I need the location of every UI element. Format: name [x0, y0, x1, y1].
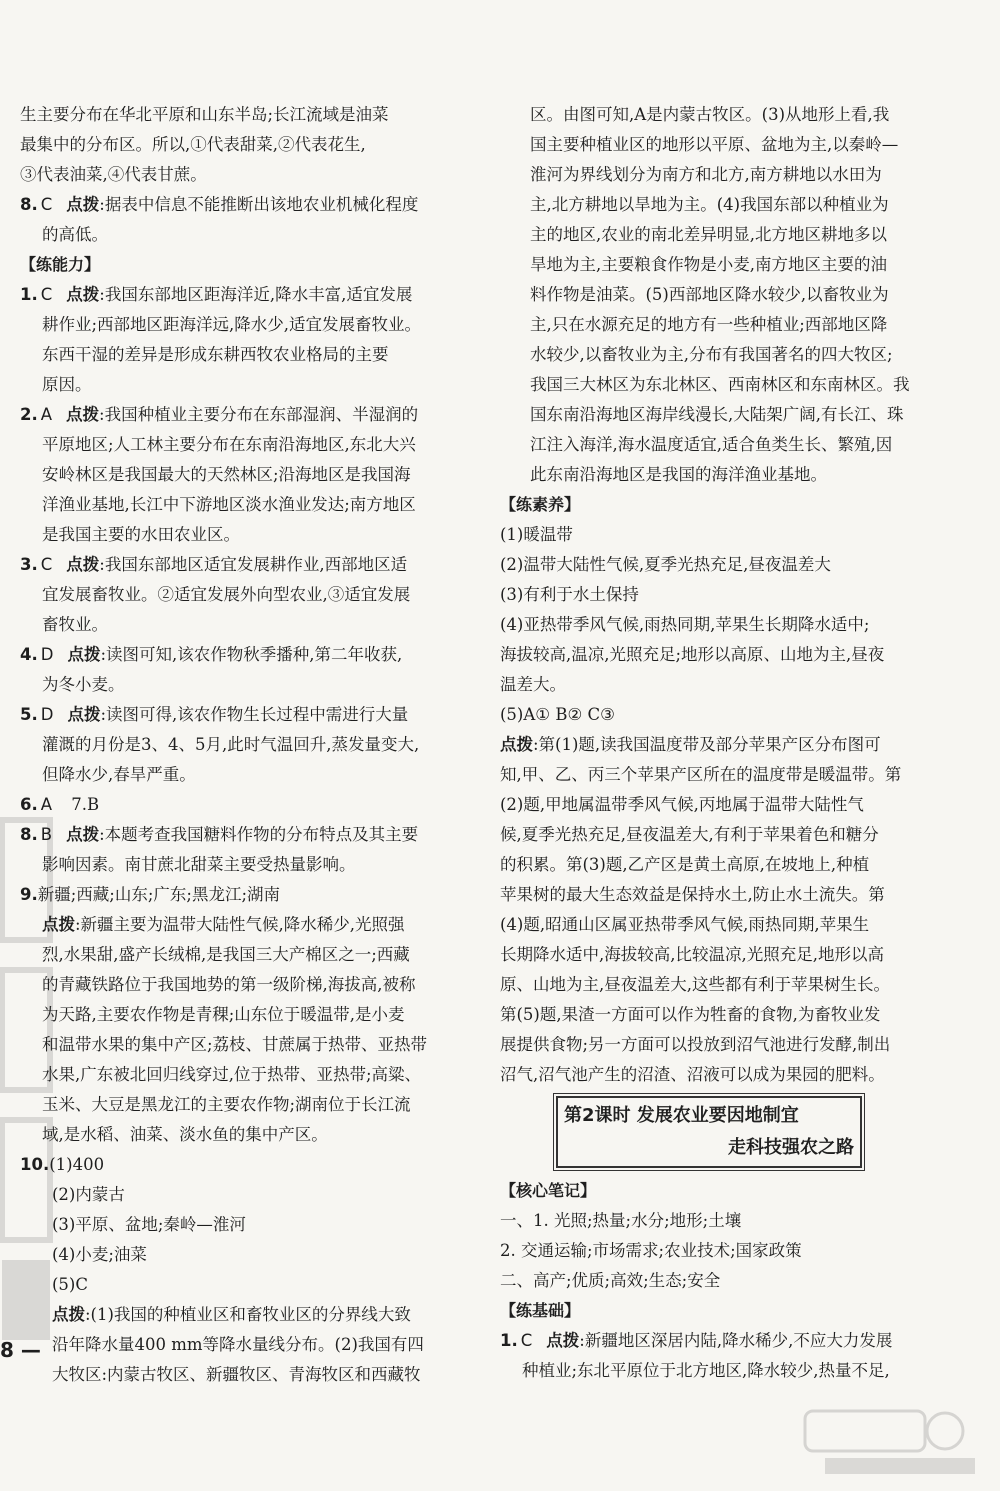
line-text: 沿年降水量400 mm等降水量线分布。(2)我国有四 — [52, 1335, 424, 1354]
question-number: 1. — [20, 285, 38, 304]
line-text: 旱地为主,主要粮食作物是小麦,南方地区主要的油 — [530, 255, 887, 274]
line-text: 国主要种植业区的地形以平原、盆地为主,以秦岭— — [530, 135, 899, 154]
section-label: 【练能力】 — [20, 255, 101, 274]
text-line — [500, 1236, 925, 1266]
text-line — [20, 790, 460, 820]
line-text: :新疆主要为温带大陆性气候,降水稀少,光照强 — [75, 915, 405, 934]
line-text: 影响因素。南甘蔗北甜菜主要受热量影响。 — [42, 855, 356, 874]
text-line — [500, 550, 925, 580]
section-heading — [500, 490, 925, 520]
line-text: 耕作业;西部地区距海洋远,降水少,适宜发展畜牧业。 — [42, 315, 422, 334]
line-text: 二、高产;优质;高效;生态;安全 — [500, 1271, 721, 1290]
text-line — [20, 160, 460, 190]
lesson-title-line2: 走科技强农之路 — [728, 1137, 854, 1158]
line-text: 主,北方耕地以旱地为主。(4)我国东部以种植业为 — [530, 195, 889, 214]
line-text: 主,只在水源充足的地方有一些种植业;西部地区降 — [530, 315, 888, 334]
tip-label: 点拨 — [66, 285, 100, 304]
section-heading — [20, 250, 460, 280]
text-line — [20, 1090, 460, 1120]
line-text: 知,甲、乙、丙三个苹果产区所在的温度带是暖温带。第 — [500, 765, 902, 784]
text-line — [20, 1000, 460, 1030]
text-line — [500, 220, 925, 250]
line-text: 国东南沿海地区海岸线漫长,大陆架广阔,有长江、珠 — [530, 405, 904, 424]
line-text: 玉米、大豆是黑龙江的主要农作物;湖南位于长江流 — [42, 1095, 411, 1114]
text-line — [500, 880, 925, 910]
line-text: 长期降水适中,海拔较高,比较温凉,光照充足,地形以高 — [500, 945, 884, 964]
line-text: 水较少,以畜牧业为主,分布有我国著名的四大牧区; — [530, 345, 893, 364]
text-line — [20, 370, 460, 400]
text-line — [500, 760, 925, 790]
text-line — [20, 730, 460, 760]
question-number: 2. — [20, 405, 38, 424]
line-text: 大牧区:内蒙古牧区、新疆牧区、青海牧区和西藏牧 — [52, 1365, 421, 1384]
line-text: :新疆地区深居内陆,降水稀少,不应大力发展 — [579, 1331, 893, 1350]
text-line — [500, 130, 925, 160]
line-text: 我国三大林区为东北林区、西南林区和东南林区。我 — [530, 375, 910, 394]
line-text: 沼气,沼气池产生的沼渣、沼液可以成为果园的肥料。 — [500, 1065, 885, 1084]
text-line — [20, 520, 460, 550]
answer-letter: D — [40, 645, 54, 664]
line-text: 种植业;东北平原位于北方地区,降水较少,热量不足, — [522, 1361, 890, 1380]
tip-label: 点拨 — [42, 915, 75, 934]
line-text: :第(1)题,读我国温度带及部分苹果产区分布图可 — [533, 735, 881, 754]
text-line — [20, 1180, 460, 1210]
text-line — [500, 670, 925, 700]
text-line — [500, 940, 925, 970]
line-text: (5)C — [52, 1275, 88, 1294]
text-line — [20, 310, 460, 340]
answer-letter: C — [40, 195, 53, 214]
text-line — [500, 520, 925, 550]
text-line — [20, 1300, 460, 1330]
answer-letter: A — [40, 795, 53, 814]
tip-label: 点拨 — [546, 1331, 580, 1350]
left-column — [20, 100, 460, 1390]
line-text: 原、山地为主,昼夜温差大,这些都有利于苹果树生长。 — [500, 975, 890, 994]
question-number: 1. — [500, 1331, 518, 1350]
line-text: (2)温带大陆性气候,夏季光热充足,昼夜温差大 — [500, 555, 831, 574]
line-text: 海拔较高,温凉,光照充足;地形以高原、山地为主,昼夜 — [500, 645, 885, 664]
text-line — [500, 820, 925, 850]
line-text: 生主要分布在华北平原和山东半岛;长江流域是油菜 — [20, 105, 389, 124]
text-line — [500, 1060, 925, 1090]
question-number: 6. — [20, 795, 38, 814]
line-text: 和温带水果的集中产区;荔枝、甘蔗属于热带、亚热带 — [42, 1035, 428, 1054]
text-line — [20, 490, 460, 520]
section-heading — [500, 1176, 925, 1206]
line-text: 温差大。 — [500, 675, 566, 694]
text-line — [500, 160, 925, 190]
line-text: 的高低。 — [42, 225, 108, 244]
page-number: 8 — — [0, 1338, 41, 1362]
line-text: 原因。 — [42, 375, 92, 394]
line-text: 宜发展畜牧业。②适宜发展外向型农业,③适宜发展 — [42, 585, 411, 604]
text-line — [20, 970, 460, 1000]
text-line — [20, 1270, 460, 1300]
line-text: ③代表油菜,④代表甘蔗。 — [20, 165, 207, 184]
answer-letter: C — [520, 1331, 533, 1350]
text-line — [20, 340, 460, 370]
text-line — [20, 940, 460, 970]
question-number: 5. — [20, 705, 38, 724]
line-text: 淮河为界线划分为南方和北方,南方耕地以水田为 — [530, 165, 882, 184]
text-line — [20, 100, 460, 130]
line-text: 域,是水稻、油菜、淡水鱼的集中产区。 — [42, 1125, 328, 1144]
line-text: 但降水少,春旱严重。 — [42, 765, 196, 784]
text-line — [500, 250, 925, 280]
text-line — [500, 100, 925, 130]
text-line — [20, 190, 460, 220]
right-top-block — [500, 100, 925, 1090]
text-line — [20, 580, 460, 610]
text-line — [20, 1210, 460, 1240]
tip-label: 点拨 — [67, 705, 101, 724]
answer-letter: D — [40, 705, 54, 724]
tip-label: 点拨 — [66, 555, 100, 574]
line-text: 洋渔业基地,长江中下游地区淡水渔业发达;南方地区 — [42, 495, 416, 514]
text-line — [500, 1356, 925, 1386]
line-text: (3)平原、盆地;秦岭—淮河 — [52, 1215, 246, 1234]
line-text: 为天路,主要农作物是青稞;山东位于暖温带,是小麦 — [42, 1005, 405, 1024]
line-text: (2)内蒙古 — [52, 1185, 125, 1204]
line-text: 2. 交通运输;市场需求;农业技术;国家政策 — [500, 1241, 802, 1260]
text-line — [20, 640, 460, 670]
question-number: 8. — [20, 825, 38, 844]
text-line — [500, 730, 925, 760]
text-line — [20, 880, 460, 910]
tip-label: 点拨 — [66, 825, 100, 844]
line-text: :我国东部地区适宜发展耕作业,西部地区适 — [99, 555, 408, 574]
answer-letter: C — [40, 555, 53, 574]
text-line — [20, 400, 460, 430]
section-heading — [500, 1296, 925, 1326]
right-column — [500, 100, 925, 1386]
line-text: 第(5)题,果渣一方面可以作为牲畜的食物,为畜牧业发 — [500, 1005, 881, 1024]
line-text: 的积累。第(3)题,乙产区是黄土高原,在坡地上,种植 — [500, 855, 870, 874]
line-text: 是我国主要的水田农业区。 — [42, 525, 240, 544]
answer-letter: B — [40, 825, 53, 844]
text-line — [20, 1360, 460, 1390]
section-label: 【练基础】 — [500, 1301, 581, 1320]
text-line — [500, 700, 925, 730]
line-text: 灌溉的月份是3、4、5月,此时气温回升,蒸发量变大, — [42, 735, 420, 754]
question-number: 4. — [20, 645, 38, 664]
line-text: (2)题,甲地属温带季风气候,丙地属于温带大陆性气 — [500, 795, 864, 814]
text-line — [20, 1030, 460, 1060]
text-line — [20, 1120, 460, 1150]
question-number: 8. — [20, 195, 38, 214]
text-line — [500, 370, 925, 400]
answer-letter: A — [40, 405, 53, 424]
text-line — [500, 970, 925, 1000]
logo-watermark-bottom-right — [785, 1406, 985, 1481]
line-text: 料作物是油菜。(5)西部地区降水较少,以畜牧业为 — [530, 285, 889, 304]
text-line — [20, 910, 460, 940]
line-text: 畜牧业。 — [42, 615, 108, 634]
line-text: 水果,广东被北回归线穿过,位于热带、亚热带;高粱、 — [42, 1065, 422, 1084]
line-text: 此东南沿海地区是我国的海洋渔业基地。 — [530, 465, 827, 484]
line-text: :本题考查我国糖料作物的分布特点及其主要 — [99, 825, 419, 844]
line-text: 候,夏季光热充足,昼夜温差大,有利于苹果着色和糖分 — [500, 825, 879, 844]
text-line — [20, 430, 460, 460]
line-text: (4)题,昭通山区属亚热带季风气候,雨热同期,苹果生 — [500, 915, 870, 934]
line-text: :读图可得,该农作物生长过程中需进行大量 — [100, 705, 409, 724]
text-line — [20, 460, 460, 490]
line-text: 烈,水果甜,盛产长绒棉,是我国三大产棉区之一;西藏 — [42, 945, 410, 964]
question-number: 3. — [20, 555, 38, 574]
tip-label: 点拨 — [52, 1305, 85, 1324]
text-line — [500, 400, 925, 430]
line-text: 一、1. 光照;热量;水分;地形;土壤 — [500, 1211, 742, 1230]
line-text: (1)暖温带 — [500, 525, 573, 544]
line-text: 7.B — [66, 795, 100, 814]
section-label: 【核心笔记】 — [500, 1181, 597, 1200]
line-text: :据表中信息不能推断出该地农业机械化程度 — [99, 195, 419, 214]
text-line — [20, 760, 460, 790]
line-text: 的青藏铁路位于我国地势的第一级阶梯,海拔高,被称 — [42, 975, 416, 994]
section-label: 【练素养】 — [500, 495, 581, 514]
text-line — [20, 850, 460, 880]
text-line — [20, 1150, 460, 1180]
line-text: 最集中的分布区。所以,①代表甜菜,②代表花生, — [20, 135, 366, 154]
text-line — [20, 1060, 460, 1090]
tip-label: 点拨 — [500, 735, 533, 754]
line-text: 新疆;西藏;山东;广东;黑龙江;湖南 — [37, 885, 281, 904]
line-text: 平原地区;人工林主要分布在东南沿海地区,东北大兴 — [42, 435, 416, 454]
text-line — [500, 340, 925, 370]
text-line — [500, 850, 925, 880]
text-line — [20, 670, 460, 700]
text-line — [20, 280, 460, 310]
text-line — [20, 700, 460, 730]
line-text: (4)亚热带季风气候,雨热同期,苹果生长期降水适中; — [500, 615, 870, 634]
line-text: (4)小麦;油菜 — [52, 1245, 147, 1264]
text-line — [500, 1326, 925, 1356]
text-line — [20, 610, 460, 640]
answer-letter: C — [40, 285, 53, 304]
line-text: 为冬小麦。 — [42, 675, 125, 694]
tip-label: 点拨 — [66, 405, 100, 424]
tip-label: 点拨 — [66, 195, 100, 214]
question-number: 10. — [20, 1155, 50, 1174]
line-text: :读图可知,该农作物秋季播种,第二年收获, — [100, 645, 403, 664]
text-line — [500, 1206, 925, 1236]
text-line — [500, 790, 925, 820]
question-number: 9. — [20, 885, 38, 904]
lesson-title-box — [556, 1096, 862, 1168]
text-line — [500, 580, 925, 610]
line-text: :我国种植业主要分布在东部湿润、半湿润的 — [99, 405, 419, 424]
text-line — [500, 460, 925, 490]
text-line — [500, 190, 925, 220]
text-line — [500, 310, 925, 340]
text-line — [500, 280, 925, 310]
line-text: 主的地区,农业的南北差异明显,北方地区耕地多以 — [530, 225, 887, 244]
text-line — [500, 610, 925, 640]
line-text: 江注入海洋,海水温度适宜,适合鱼类生长、繁殖,因 — [530, 435, 893, 454]
text-line — [500, 1000, 925, 1030]
line-text: 展提供食物;另一方面可以投放到沼气池进行发酵,制出 — [500, 1035, 891, 1054]
text-line — [500, 1266, 925, 1296]
text-line — [20, 1240, 460, 1270]
right-bottom-block — [500, 1176, 925, 1386]
line-text: (1)400 — [49, 1155, 105, 1174]
line-text: :(1)我国的种植业区和畜牧业区的分界线大致 — [85, 1305, 411, 1324]
text-line — [20, 220, 460, 250]
text-line — [500, 430, 925, 460]
text-line — [500, 640, 925, 670]
tip-label: 点拨 — [67, 645, 101, 664]
line-text: :我国东部地区距海洋近,降水丰富,适宜发展 — [99, 285, 413, 304]
line-text: 东西干湿的差异是形成东耕西牧农业格局的主要 — [42, 345, 389, 364]
text-line — [20, 130, 460, 160]
text-line — [20, 550, 460, 580]
line-text: 苹果树的最大生态效益是保持水土,防止水土流失。第 — [500, 885, 885, 904]
text-line — [500, 910, 925, 940]
line-text: 区。由图可知,A是内蒙古牧区。(3)从地形上看,我 — [530, 105, 890, 124]
lesson-title-line1: 第2课时 发展农业要因地制宜 — [564, 1105, 799, 1126]
line-text: (3)有利于水土保持 — [500, 585, 639, 604]
text-line — [20, 1330, 460, 1360]
text-line — [20, 820, 460, 850]
line-text: (5)A① B② C③ — [500, 705, 615, 724]
line-text: 安岭林区是我国最大的天然林区;沿海地区是我国海 — [42, 465, 411, 484]
text-line — [500, 1030, 925, 1060]
